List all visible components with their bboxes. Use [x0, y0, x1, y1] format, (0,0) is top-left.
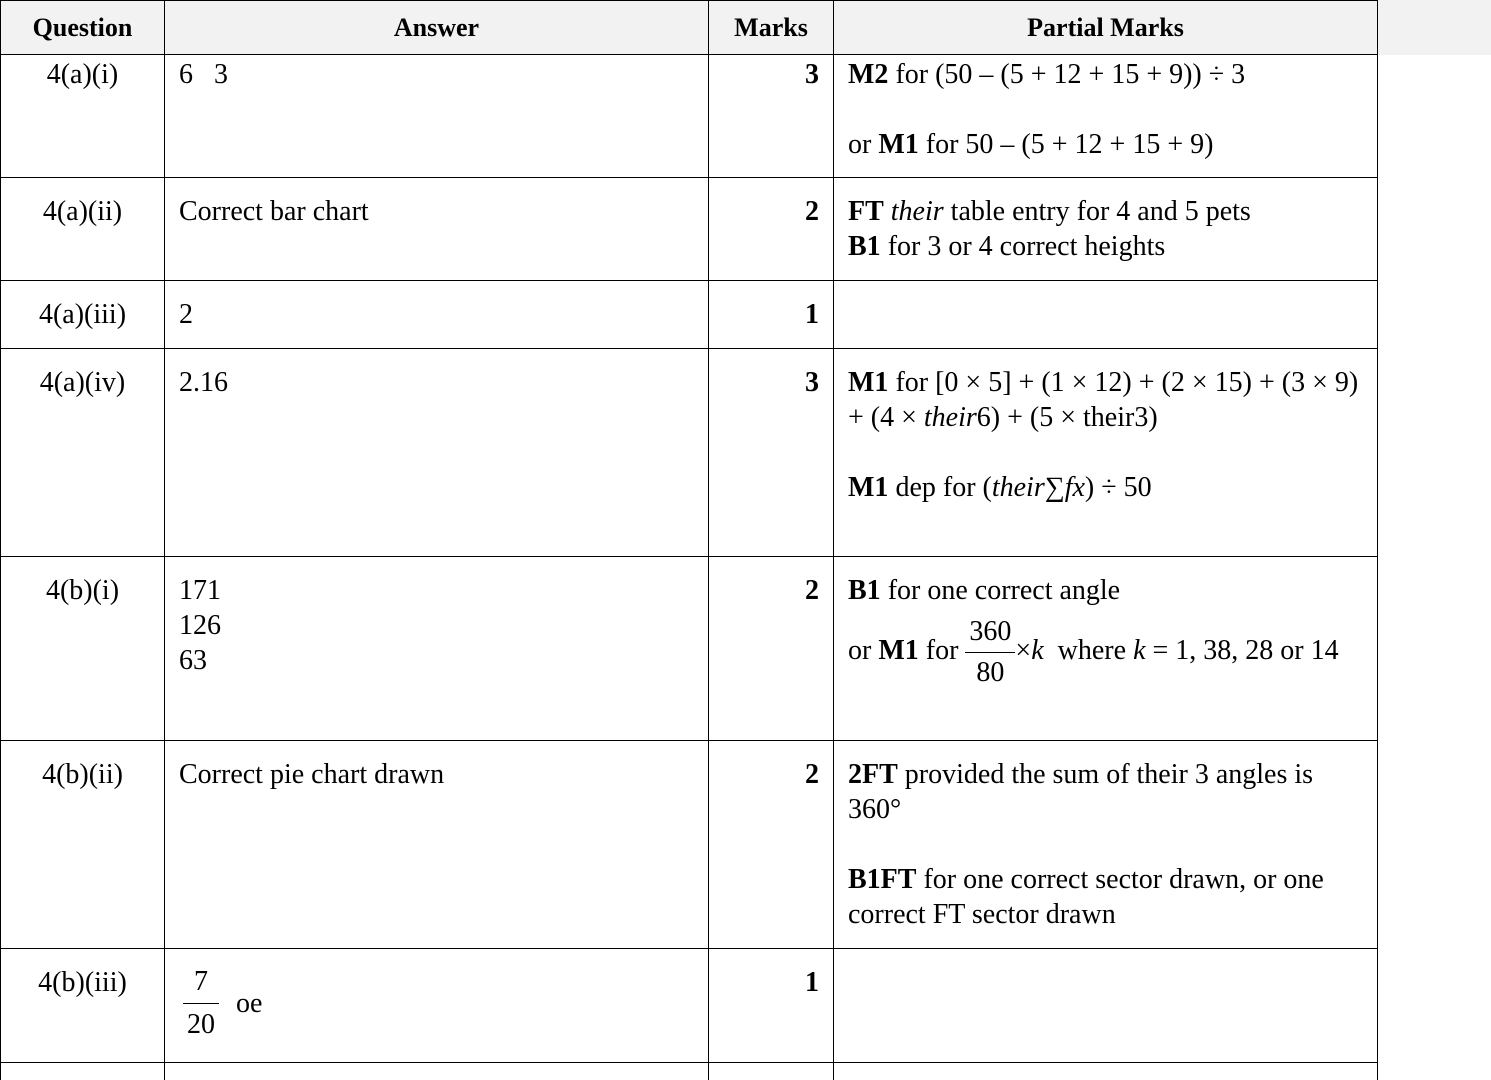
answer-cell	[165, 1063, 709, 1080]
partial-marks-cell	[834, 349, 1378, 557]
answer-cell: 2.16	[165, 349, 709, 557]
fraction-denominator: 20	[187, 1009, 215, 1040]
partial-text: table entry for 4 and 5 pets	[943, 196, 1251, 227]
mark-code: M1	[878, 634, 919, 666]
answer-cell: Correct pie chart drawn	[165, 741, 709, 949]
mark-code: FT	[848, 196, 884, 227]
partial-marks-cell	[834, 178, 1378, 281]
partial-italic: their	[923, 402, 977, 433]
answer-cell: Correct bar chart	[165, 178, 709, 281]
sum-symbol: ∑	[1044, 472, 1065, 503]
mark-code: B1	[848, 231, 881, 262]
table-row	[1, 178, 1378, 281]
answer-suffix: oe	[236, 988, 263, 1019]
table-row	[1, 281, 1378, 349]
marks-cell: 2	[709, 178, 834, 281]
table-row	[1, 557, 1378, 741]
partial-text: dep for (	[888, 472, 992, 503]
question-cell: 4(a)(iv)	[1, 349, 165, 557]
question-cell: 4(a)(iii)	[1, 281, 165, 349]
question-cell: 4(b)(ii)	[1, 741, 165, 949]
marks-cell: 2	[709, 557, 834, 741]
answer-line: 126	[179, 610, 221, 641]
partial-text: where	[1043, 634, 1134, 666]
partial-italic: fx	[1064, 472, 1085, 503]
partial-text: for 50 – (5 + 12 + 15 + 9)	[918, 129, 1214, 160]
partial-italic: their	[890, 196, 944, 227]
table-row	[1, 741, 1378, 949]
partial-text: provided the sum of their 3 angles is 360°	[848, 759, 1314, 825]
answer-cell	[165, 557, 709, 741]
mark-code: M1	[848, 367, 889, 398]
fraction-denominator: 80	[976, 657, 1005, 688]
mark-code: M1	[848, 472, 889, 503]
partial-text: for (50 – (5 + 12 + 15 + 9)) ÷ 3	[888, 59, 1246, 90]
table-row	[1, 349, 1378, 557]
partial-marks-cell	[834, 557, 1378, 741]
question-cell: 4(b)(iii)	[1, 949, 165, 1063]
marks-cell: 1	[709, 281, 834, 349]
answer-line: 63	[179, 645, 207, 676]
partial-text: for	[918, 634, 966, 666]
marks-cell	[709, 1063, 834, 1080]
answer-cell	[165, 949, 709, 1063]
times-symbol: ×	[1015, 634, 1032, 666]
mark-code: M1	[878, 129, 919, 160]
answer-cell: 6 3	[165, 55, 709, 178]
partial-marks-cell	[834, 949, 1378, 1063]
header-answer: Answer	[165, 1, 709, 55]
partial-text: or	[848, 129, 879, 160]
fraction-numerator: 7	[183, 961, 219, 1004]
answer-cell: 2	[165, 281, 709, 349]
mark-code: B1	[848, 575, 881, 606]
marks-cell: 3	[709, 349, 834, 557]
question-cell: 4(b)(i)	[1, 557, 165, 741]
partial-text: 6) + (5 × their3)	[976, 402, 1158, 433]
header-row	[1, 1, 1378, 55]
partial-italic: k	[1031, 634, 1044, 666]
partial-text: ) ÷ 50	[1084, 472, 1152, 503]
partial-text: for 3 or 4 correct heights	[880, 231, 1166, 262]
fraction	[183, 961, 219, 1046]
partial-marks-cell	[834, 1063, 1378, 1080]
partial-marks-cell	[834, 55, 1378, 178]
table-row	[1, 55, 1378, 178]
table-row	[1, 1063, 1378, 1080]
partial-text: = 1, 38, 28 or 14	[1145, 634, 1339, 666]
partial-text: for [0 × 5] + (1 × 12) + (2 × 15) + (3 × 9)	[888, 367, 1359, 398]
fraction-numerator: 360	[965, 612, 1015, 653]
mark-code: M2	[848, 59, 889, 90]
mark-code: B1FT	[848, 864, 917, 895]
marks-cell: 1	[709, 949, 834, 1063]
marks-cell: 2	[709, 741, 834, 949]
partial-italic: k	[1133, 634, 1146, 666]
partial-text: for one correct sector drawn, or one correct FT sector drawn	[848, 864, 1324, 930]
partial-marks-cell	[834, 741, 1378, 949]
answer-line: 171	[179, 575, 221, 606]
partial-marks-cell	[834, 281, 1378, 349]
header-partial-marks: Partial Marks	[834, 1, 1378, 55]
table-row	[1, 949, 1378, 1063]
fraction	[965, 612, 1015, 693]
question-cell: 4(a)(i)	[1, 55, 165, 178]
partial-italic: their	[991, 472, 1045, 503]
header-marks: Marks	[709, 1, 834, 55]
question-cell	[1, 1063, 165, 1080]
marks-cell: 3	[709, 55, 834, 178]
partial-text: for one correct angle	[880, 575, 1121, 606]
mark-code: 2FT	[848, 759, 898, 790]
header-question: Question	[1, 1, 165, 55]
partial-text: or	[848, 634, 879, 666]
partial-text: + (4 ×	[848, 402, 924, 433]
question-cell: 4(a)(ii)	[1, 178, 165, 281]
